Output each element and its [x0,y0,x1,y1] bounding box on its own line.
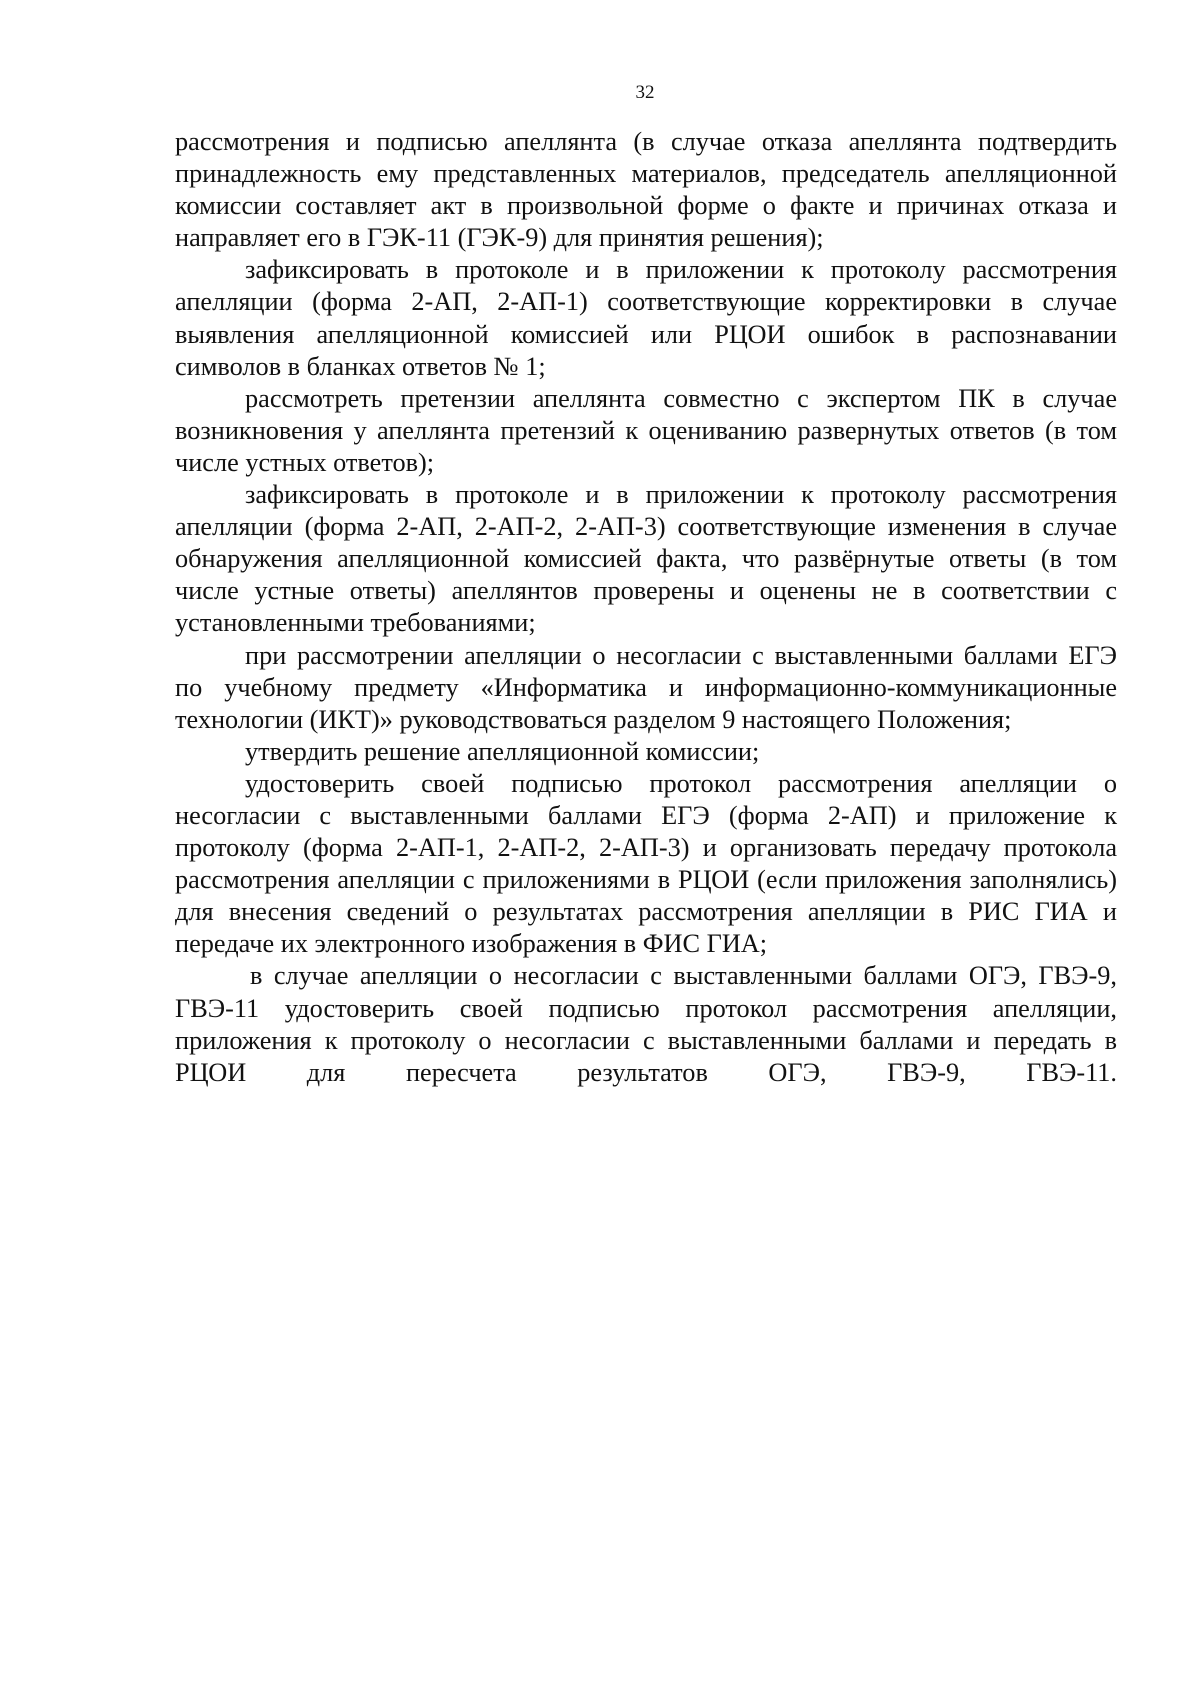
paragraph-informatics-section: при рассмотрении апелляции о несогласии с выставленными баллами ЕГЭ по учебному предмету «Информатика и информационно-коммуникационные технологии (ИКТ)» руководствоваться разделом 9 настоящего Положения; [175,640,1117,734]
page-number: 32 [635,82,655,103]
document-body [175,126,1117,1089]
paragraph-certify-protocol-ege: удостоверить своей подписью протокол рассмотрения апелляции о несогласии с выставленными баллами ЕГЭ (форма 2-АП) и приложение к протоколу (форма 2-АП-1, 2-АП-2, 2-АП-3) и организовать передачу протокола рассмотрения апелляции с приложениями в РЦОИ (если приложения заполнялись) для внесения сведений о результатах рассмотрения апелляции в РИС ГИА и передаче их электронного изображения в ФИС ГИА; [175,768,1117,959]
paragraph-appellant-signature: рассмотрения и подписью апеллянта (в случае отказа апеллянта подтвердить принадлежность ему представленных материалов, председатель апелляционной комиссии составляет акт в произвольной форме о факте и причинах отказа и направляет его в ГЭК-11 (ГЭК-9) для принятия решения); [175,127,1117,253]
paragraph-approve-decision: утвердить решение апелляционной комиссии; [245,736,760,766]
paragraph-review-claims: рассмотреть претензии апеллянта совместно с экспертом ПК в случае возникновения у апеллянта претензий к оцениванию развернутых ответов (в том числе устных ответов); [175,383,1117,477]
paragraph-fix-scoring-changes: зафиксировать в протоколе и в приложении к протоколу рассмотрения апелляции (форма 2-АП, 2-АП-2, 2-АП-3) соответствующие изменения в случае обнаружения апелляционной комиссией факта, что развёрнутые ответы (в том числе устные ответы) апеллянтов проверены и оценены не в соответствии с установленными требованиями; [175,480,1117,638]
paragraph-certify-protocol-oge: в случае апелляции о несогласии с выставленными баллами ОГЭ, ГВЭ-9, ГВЭ-11 удостоверить своей подписью протокол рассмотрения апелляции, приложения к протоколу о несогласии с выставленными баллами и передать в РЦОИ для пересчета результатов ОГЭ, ГВЭ-9, ГВЭ-11. [175,961,1117,1087]
paragraph-fix-recognition-errors: зафиксировать в протоколе и в приложении к протоколу рассмотрения апелляции (форма 2-АП, 2-АП-1) соответствующие корректировки в случае выявления апелляционной комиссией или РЦОИ ошибок в распознавании символов в бланках ответов № 1; [175,255,1117,381]
